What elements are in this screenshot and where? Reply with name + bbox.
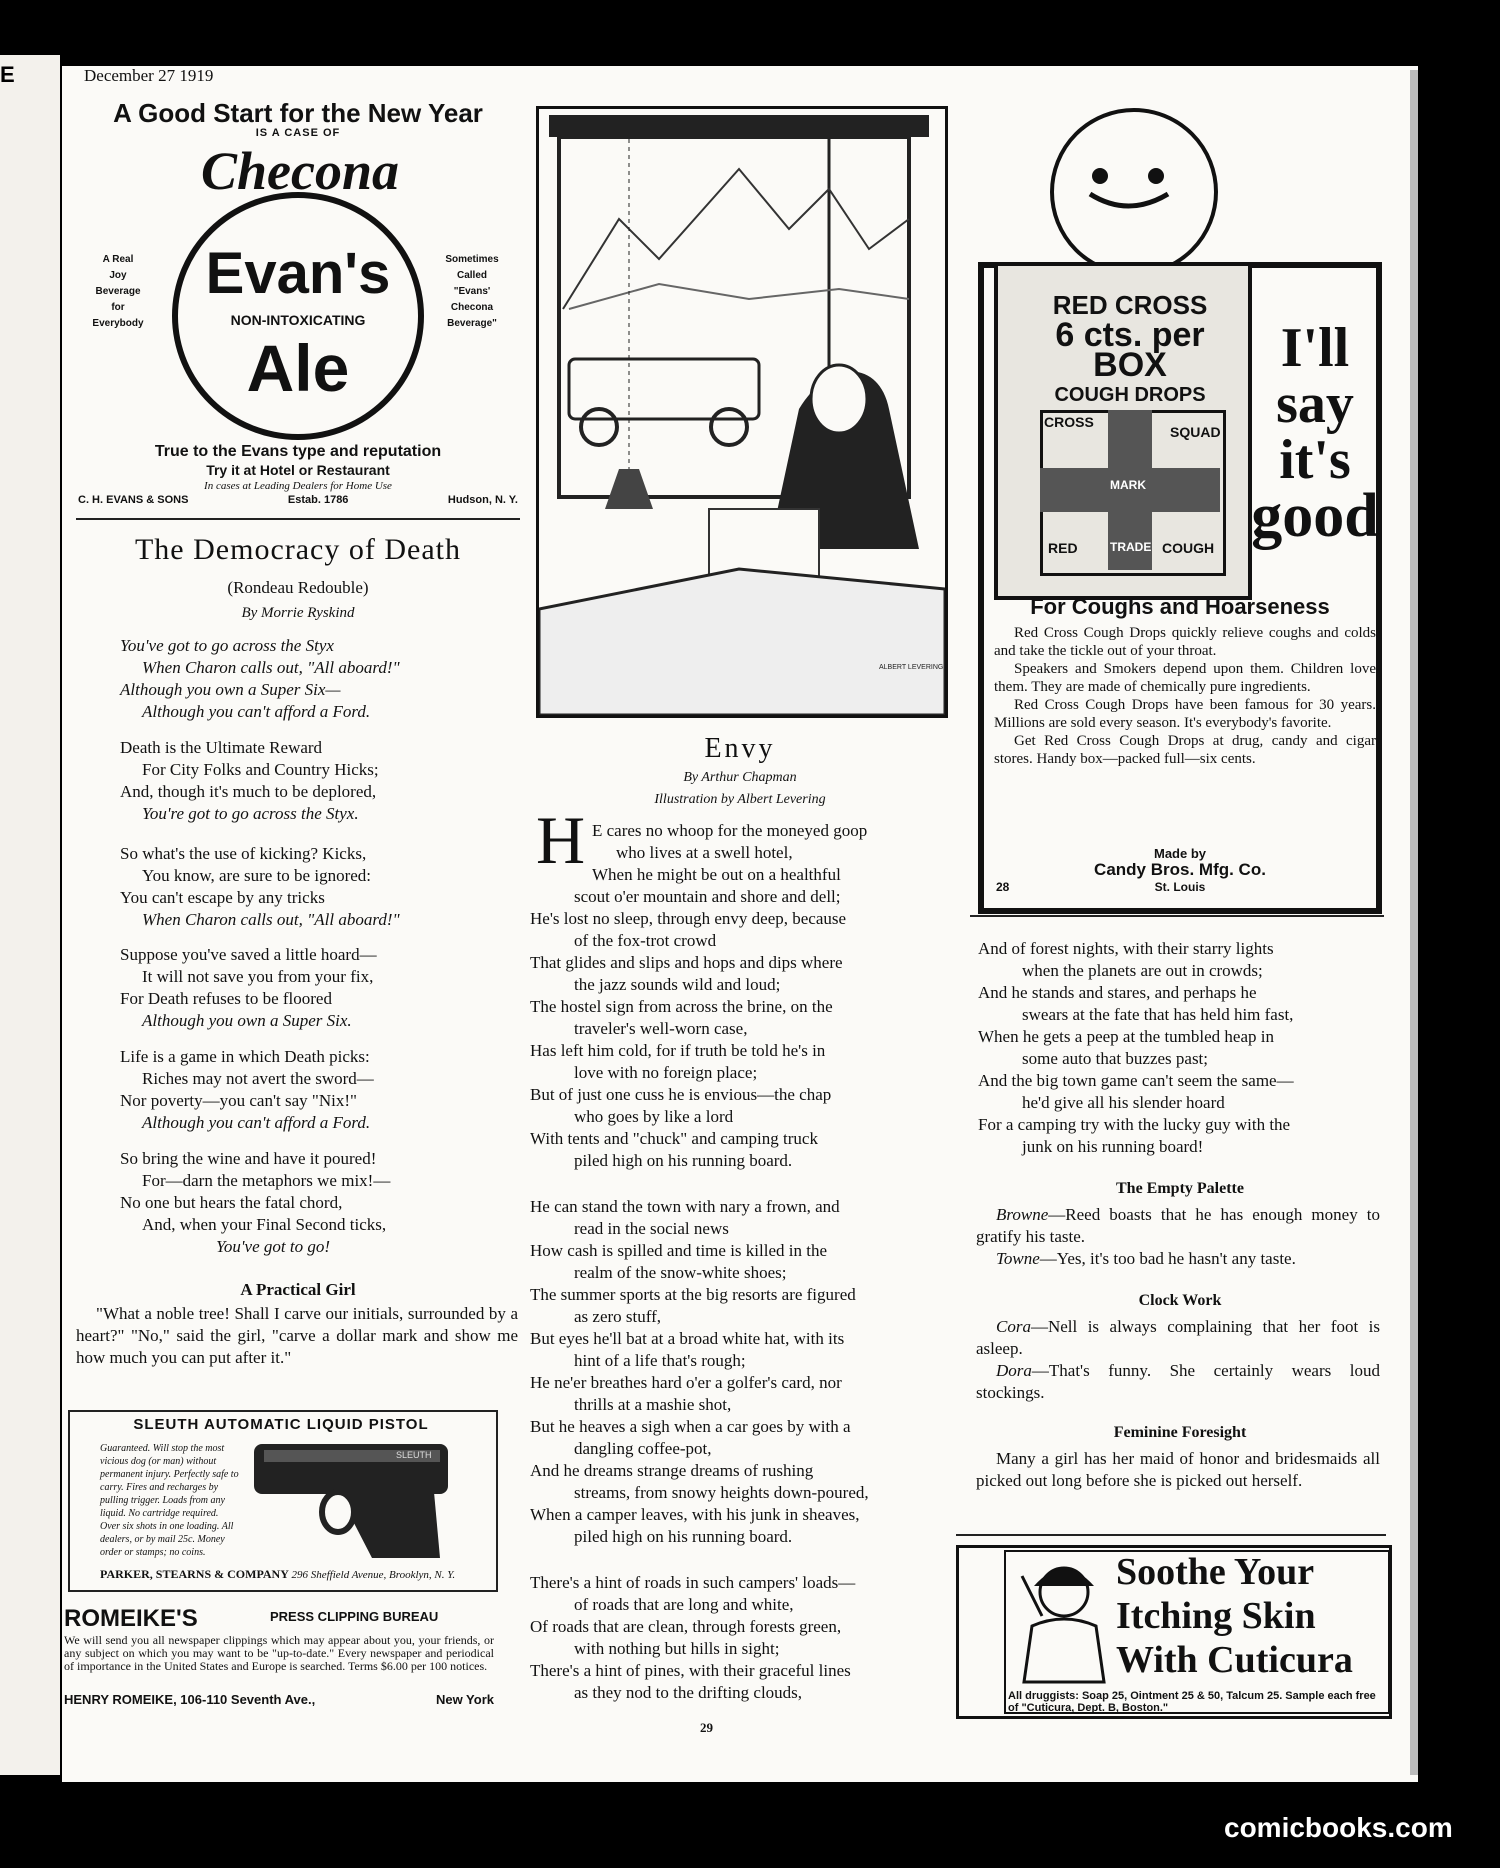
ale-word: Ale <box>246 331 350 405</box>
romeike-footer <box>64 1692 494 1707</box>
joke-title: Clock Work <box>1138 1292 1222 1309</box>
non-intoxicating-label: NON-INTOXICATING <box>230 312 366 328</box>
evans-brand: Evan's <box>205 241 391 306</box>
cuticura-headline: Soothe Your Itching Skin With Cuticura <box>1116 1551 1353 1681</box>
sleuth-title: SLEUTH AUTOMATIC LIQUID PISTOL <box>133 1416 429 1433</box>
joke-body: Browne—Reed boasts that he has enough money to gratify his taste. Towne—Yes, it's too bad he hasn't any taste. <box>976 1205 1380 1268</box>
box-text-squad: SQUAD <box>1170 424 1221 440</box>
pistol-illustration <box>240 1436 460 1566</box>
evans-estab: Estab. 1786 <box>287 494 349 506</box>
envy-title: Envy <box>704 733 776 764</box>
romeike-city: New York <box>435 1692 494 1707</box>
poem-stanza: You've got to go across the Styx When Charon calls out, "All aboard!" Although you own a Super Six— Although you can't afford a Ford. <box>120 636 400 721</box>
cough-made-by: Made by <box>1153 846 1206 861</box>
page-right-shadow <box>1410 70 1418 1775</box>
evans-headline: A Good Start for the New Year <box>113 98 483 128</box>
romeike-name: ROMEIKE'S <box>64 1605 198 1632</box>
evans-right-note: Sometimes Called "Evans' Checona Beverage" <box>445 254 499 329</box>
cough-city: St. Louis <box>1154 880 1206 894</box>
divider <box>76 518 520 520</box>
sleuth-address: 296 Sheffield Avenue, Brooklyn, N. Y. <box>291 1569 456 1581</box>
evans-tagline: True to the Evans type and reputation <box>154 443 442 460</box>
divider <box>956 1534 1386 1536</box>
ad-number: 28 <box>996 880 1010 894</box>
window-blind <box>549 115 929 137</box>
woman-illustration <box>1012 1556 1112 1684</box>
box-text-trade: TRADE <box>1110 540 1152 554</box>
newspaper <box>709 509 819 579</box>
envy-byline: By Arthur Chapman <box>683 770 797 785</box>
drop-cap: H <box>536 802 586 878</box>
cough-body: Red Cross Cough Drops quickly relieve coughs and colds and take the tickle out of your throat. Speakers and Smokers depend upon them. Children love them. They are made of chemically pure ingredients. Red Cross Cough Drops have been famous for 30 years. Millions are sold every season. It's everybody's favorite. Get Red Cross Cough Drops at drug, candy and cigar stores. Handy box—packed full—six cents. <box>994 625 1376 767</box>
evans-location: Hudson, N. Y. <box>447 494 518 506</box>
joke-title: The Empty Palette <box>1116 1180 1244 1197</box>
box-text-mark: MARK <box>1110 478 1146 492</box>
poem-stanza: Suppose you've saved a little hoard— It will not save you from your fix, For Death refuses to be floored Although you own a Super Six. <box>120 945 377 1030</box>
pistol-label: SLEUTH <box>396 1450 432 1460</box>
box-label: RED CROSS 6 cts. per BOX COUGH DROPS <box>1052 290 1208 406</box>
envy-stanza-2: He can stand the town with nary a frown, and read in the social news How cash is spilled and time is killed in the realm of the snow-white shoes; The summer sports at the big resorts are figured as zero stuff, But eyes he'll bat at a broad white hat, with its hint of a life that's rough; He ne'er breathes hard o'er a golfer's card, nor thrills at a mashie shot, But he heaves a sigh when a car goes by with a dangling coffee-pot, And he dreams strange dreams of rushing streams, from snowy heights down-poured, When a camper leaves, with his junk in sheaves, piled high on his running board. <box>530 1197 869 1546</box>
poem-stanza: Life is a game in which Death picks: Riches may not avert the sword— Nor poverty—you can't say "Nix!" Although you can't afford a Ford. <box>120 1047 374 1132</box>
checona-script: Checona <box>200 141 400 201</box>
evans-footer <box>78 494 518 506</box>
joke-body: Many a girl has her maid of honor and bridesmaids all picked out long before she is picked out herself. <box>976 1449 1380 1490</box>
cough-headline: For Coughs and Hoarseness <box>1030 594 1330 619</box>
evans-cases-line: In cases at Leading Dealers for Home Use <box>204 480 392 492</box>
envy-illustration-credit: Illustration by Albert Levering <box>654 792 826 807</box>
evans-subline: IS A CASE OF <box>255 127 341 139</box>
poem-stanza: So bring the wine and have it poured! For—darn the metaphors we mix!— No one but hears the fatal chord, And, when your Final Second ticks, You've got to go! <box>120 1149 391 1256</box>
cuticura-footer: All druggists: Soap 25, Ointment 25 & 50, Talcum 25. Sample each free of "Cuticura, Dept. B, Boston." <box>1008 1690 1376 1714</box>
evans-try-line: Try it at Hotel or Restaurant <box>206 462 390 478</box>
poem-stanza: So what's the use of kicking? Kicks, You know, are sure to be ignored: You can't escape by any tricks When Charon calls out, "All aboard!" <box>120 844 400 929</box>
sleuth-footer <box>100 1567 460 1582</box>
practical-girl-title: A Practical Girl <box>240 1280 356 1299</box>
joke-body: Cora—Nell is always complaining that her foot is asleep. Dora—That's funny. She certainly wears loud stockings. <box>976 1317 1380 1402</box>
pistol-bulb <box>322 1492 354 1532</box>
box-text-red: RED <box>1048 540 1078 556</box>
divider <box>970 915 1384 917</box>
edge-text: E <box>0 62 15 87</box>
box-text-cough: COUGH <box>1162 540 1215 556</box>
ill-say-its-good: I'll say it's good <box>1251 317 1379 550</box>
evans-left-note: A Real Joy Beverage for Everybody <box>92 254 144 329</box>
sleuth-body: Guaranteed. Will stop the most vicious dog (or man) without permanent injury. Perfectly safe to carry. Fires and recharges by pulling trigger. Loads from any liquid. No cartridge required. Over six shots in one loading. All dealers, or by mail 25c. Money order or stamps; no coins. <box>100 1443 239 1558</box>
page-date: December 27 1919 <box>84 66 214 85</box>
poem-byline: By Morrie Ryskind <box>241 605 355 621</box>
romeike-contact: HENRY ROMEIKE, 106-110 Seventh Ave., <box>64 1692 316 1707</box>
poem-subtitle: (Rondeau Redouble) <box>227 578 369 597</box>
romeike-body: We will send you all newspaper clippings which may appear about you, your friends, or any subject on which you may want to be "up-to-date." Every newspaper and periodical of importance in the United States and Europe is searched. Terms $6.00 per 100 notices. <box>64 1633 494 1673</box>
site-watermark: comicbooks.com <box>1224 1812 1453 1843</box>
envy-stanza-3-cont: And of forest nights, with their starry lights when the planets are out in crowds; And he stands and stares, and perhaps he swears at the fate that has held him fast, When he gets a peep at the tumbled heap in some auto that buzzes past; And the big town game can't seem the same— he'd give all his slender hoard For a camping try with the lucky guy with the junk on his running board! <box>978 939 1294 1156</box>
box-text-cross: CROSS <box>1044 414 1094 430</box>
cough-company: Candy Bros. Mfg. Co. <box>1094 860 1266 879</box>
sleuth-company: PARKER, STEARNS & COMPANY <box>100 1567 289 1581</box>
poem-title: The Democracy of Death <box>134 533 461 566</box>
envy-illustration <box>536 106 948 718</box>
joke-title: Feminine Foresight <box>1113 1424 1247 1441</box>
girl-smile <box>1080 168 1180 218</box>
page-number: 29 <box>700 1720 713 1735</box>
poem-stanza: Death is the Ultimate Reward For City Folks and Country Hicks; And, though it's much to be deplored, You're got to go across the Styx. <box>120 738 379 823</box>
adjacent-page-edge <box>0 55 60 1775</box>
romeike-bureau: PRESS CLIPPING BUREAU <box>270 1609 439 1624</box>
envy-stanza-1: E cares no whoop for the moneyed goop who lives at a swell hotel, When he might be out on a healthful scout o'er mountain and shore and dell; He's lost no sleep, through envy deep, because of the fox-trot crowd That glides and slips and hops and dips where the jazz sounds wild and loud; The hostel sign from across the brine, on the traveler's well-worn case, Has left him cold, for if truth be told he's in love with no foreign place; But of just one cuss he is envious—the chap who goes by like a lord With tents and "chuck" and camping truck piled high on his running board. <box>530 821 868 1170</box>
envy-stanza-3: There's a hint of roads in such campers' loads— of roads that are long and white, Of roads that are clean, through forests green, with nothing but hills in sight; There's a hint of pines, with their graceful lines as they nod to the drifting clouds, <box>530 1573 856 1702</box>
artist-signature: ALBERT LEVERING <box>879 664 944 671</box>
practical-girl-body: "What a noble tree! Shall I carve our initials, surrounded by a heart?" "No," said the girl, "carve a dollar mark and show me how much you can put after it." <box>76 1304 518 1367</box>
evans-company: C. H. EVANS & SONS <box>78 494 189 506</box>
